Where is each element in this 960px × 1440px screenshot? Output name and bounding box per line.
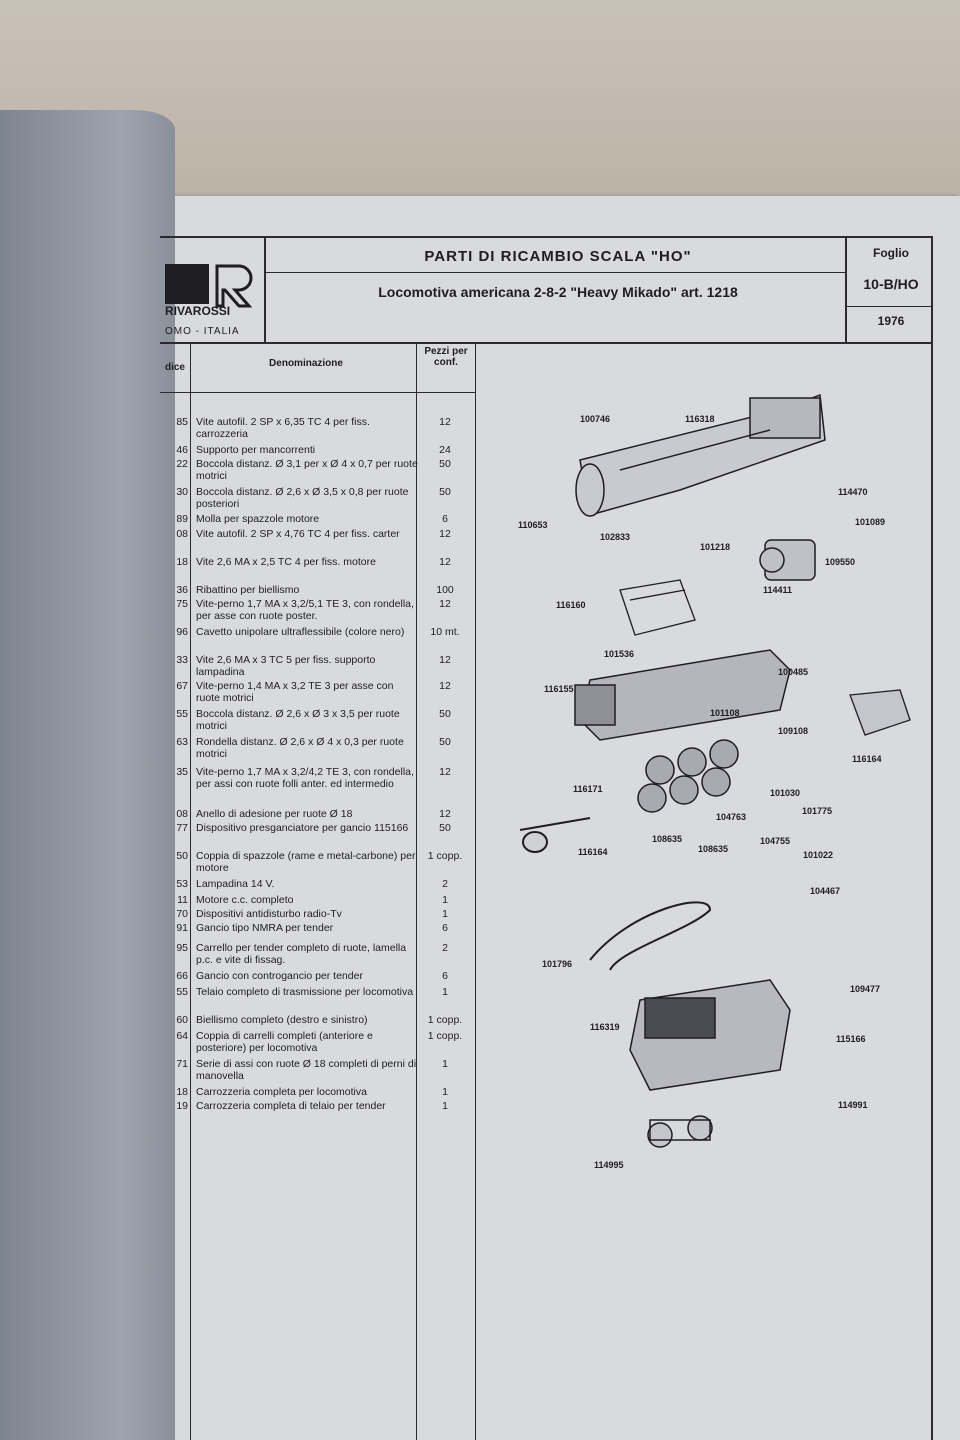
- row-desc: Motore c.c. completo: [196, 894, 294, 906]
- row-desc: Boccola distanz. Ø 2,6 x Ø 3,5 x 0,8 per ruote posteriori: [196, 486, 409, 510]
- row-code: 66: [176, 970, 188, 982]
- row-code: 55: [176, 986, 188, 998]
- row-code: 53: [176, 878, 188, 890]
- row-desc: Vite 2,6 MA x 3 TC 5 per fiss. supporto lampadina: [196, 654, 376, 678]
- row-desc: Telaio completo di trasmissione per locomotiva: [196, 986, 414, 998]
- logo-city: OMO - ITALIA: [165, 326, 240, 337]
- wheelset-drawing: [638, 740, 738, 812]
- part-label: 115166: [836, 1034, 866, 1044]
- row-desc: Carrozzeria completa di telaio per tender: [196, 1100, 386, 1112]
- part-label: 101108: [710, 708, 740, 718]
- sheet-row-line: [845, 306, 931, 307]
- rivarossi-logo: [165, 262, 265, 310]
- row-code: 46: [176, 444, 188, 456]
- col-line-qty: [475, 342, 476, 1440]
- row-qty: 50: [439, 708, 451, 720]
- part-label: 102833: [600, 532, 631, 542]
- row-code: 71: [176, 1058, 188, 1070]
- part-label: 101022: [803, 850, 834, 860]
- row-qty: 1 copp.: [427, 1030, 463, 1042]
- part-label: 116171: [573, 784, 603, 794]
- part-label: 104467: [810, 886, 841, 896]
- part-label: 114995: [594, 1160, 624, 1170]
- row-desc: Gancio tipo NMRA per tender: [196, 922, 334, 934]
- logo-name: RIVAROSSI: [165, 304, 231, 318]
- row-qty: 1: [442, 908, 448, 920]
- row-code: 30: [176, 486, 188, 498]
- row-qty: 50: [439, 822, 451, 834]
- part-label: 104755: [760, 836, 791, 846]
- row-qty: 6: [442, 970, 448, 982]
- row-qty: 1: [442, 1086, 448, 1098]
- chassis-drawing: [575, 650, 790, 740]
- trailing-truck-drawing: [850, 690, 910, 735]
- row-desc: Vite autofil. 2 SP x 4,76 TC 4 per fiss. carter: [196, 528, 400, 540]
- part-label: 114991: [838, 1100, 868, 1110]
- row-qty: 12: [439, 808, 451, 820]
- row-qty: 12: [439, 416, 451, 428]
- row-qty: 2: [442, 878, 448, 890]
- col-line-code: [190, 342, 191, 1440]
- part-label: 108635: [652, 834, 683, 844]
- row-code: 96: [176, 626, 188, 638]
- row-qty: 1 copp.: [427, 1014, 463, 1026]
- header-row-line: [264, 272, 845, 273]
- row-desc: Vite-perno 1,7 MA x 3,2/4,2 TE 3, con rondella, per assi con ruote folli anter. ed intermedio: [196, 766, 414, 790]
- part-label: 110653: [518, 520, 548, 530]
- row-qty: 6: [442, 922, 448, 934]
- row-desc: Dispositivi antidisturbo radio-Tv: [196, 908, 342, 920]
- row-code: 91: [176, 922, 188, 934]
- row-desc: Vite autofil. 2 SP x 6,35 TC 4 per fiss. carrozzeria: [196, 416, 370, 440]
- row-desc: Cavetto unipolare ultraflessibile (colore nero): [196, 626, 405, 638]
- row-qty: 1: [442, 1100, 448, 1112]
- col-header-code: dice: [164, 362, 185, 373]
- part-label: 109477: [850, 984, 881, 994]
- cable-drawing: [590, 902, 710, 970]
- part-label: 116164: [578, 847, 608, 857]
- row-code: 08: [176, 808, 188, 820]
- row-desc: Boccola distanz. Ø 2,6 x Ø 3 x 3,5 per ruote motrici: [196, 708, 400, 732]
- row-desc: Coppia di carrelli completi (anteriore e posteriore) per locomotiva: [196, 1030, 373, 1054]
- row-qty: 12: [439, 680, 451, 692]
- row-desc: Vite 2,6 MA x 2,5 TC 4 per fiss. motore: [196, 556, 376, 568]
- part-label: 101218: [700, 542, 731, 552]
- part-label: 101775: [802, 806, 833, 816]
- row-qty: 12: [439, 598, 451, 610]
- page-title: PARTI DI RICAMBIO SCALA "HO": [424, 248, 692, 265]
- row-qty: 12: [439, 556, 451, 568]
- page-subtitle: Locomotiva americana 2-8-2 "Heavy Mikado" art. 1218: [378, 284, 738, 300]
- row-desc: Vite-perno 1,7 MA x 3,2/5,1 TE 3, con rondella, per asse con ruote poster.: [196, 598, 414, 622]
- row-code: 19: [176, 1100, 188, 1112]
- row-qty: 12: [439, 528, 451, 540]
- row-code: 50: [176, 850, 188, 862]
- sheet-number: 10-B/HO: [863, 276, 919, 292]
- part-label: 116155: [544, 684, 574, 694]
- row-desc: Coppia di spazzole (rame e metal-carbone) per motore: [196, 850, 416, 874]
- row-qty: 24: [439, 444, 451, 456]
- row-qty: 10 mt.: [430, 626, 460, 638]
- row-desc: Serie di assi con ruote Ø 18 completi di perni di manovella: [196, 1058, 417, 1082]
- row-qty: 1: [442, 1058, 448, 1070]
- row-code: 55: [176, 708, 188, 720]
- row-desc: Vite-perno 1,4 MA x 3,2 TE 3 per asse con ruote motrici: [196, 680, 394, 704]
- col-header-qty: Pezzi per conf.: [424, 346, 468, 368]
- tender-drawing: [630, 980, 790, 1090]
- col-header-name: Denominazione: [269, 358, 343, 369]
- tender-truck-drawing: [648, 1116, 712, 1147]
- part-label: 116319: [590, 1022, 620, 1032]
- row-qty: 12: [439, 766, 451, 778]
- row-code: 18: [176, 1086, 188, 1098]
- row-qty: 12: [439, 654, 451, 666]
- part-label: 101796: [542, 959, 573, 969]
- part-label: 104763: [716, 812, 747, 822]
- part-label: 109108: [778, 726, 809, 736]
- row-qty: 100: [436, 584, 454, 596]
- row-code: 63: [176, 736, 188, 748]
- part-label: 100746: [580, 414, 611, 424]
- row-desc: Dispositivo presganciatore per gancio 115166: [196, 822, 409, 834]
- row-qty: 2: [442, 942, 448, 954]
- row-code: 67: [176, 680, 188, 692]
- row-code: 70: [176, 908, 188, 920]
- part-label: 101089: [855, 517, 886, 527]
- row-code: 22: [176, 458, 188, 470]
- row-desc: Biellismo completo (destro e sinistro): [196, 1014, 368, 1026]
- row-code: 77: [176, 822, 188, 834]
- part-label: 101536: [604, 649, 635, 659]
- row-qty: 1: [442, 986, 448, 998]
- row-code: 89: [176, 513, 188, 525]
- row-desc: Boccola distanz. Ø 3,1 per x Ø 4 x 0,7 per ruote motrici: [196, 458, 418, 482]
- frame-top: [160, 236, 933, 238]
- row-qty: 50: [439, 736, 451, 748]
- row-code: 85: [176, 416, 188, 428]
- row-desc: Carrello per tender completo di ruote, lamella p.c. e vite di fissag.: [196, 942, 407, 966]
- row-desc: Gancio con controgancio per tender: [196, 970, 363, 982]
- part-label: 116318: [685, 414, 715, 424]
- row-desc: Supporto per mancorrenti: [196, 444, 316, 456]
- column-header-line: [160, 392, 476, 393]
- header-bottom-line: [160, 342, 933, 344]
- row-code: 60: [176, 1014, 188, 1026]
- part-label: 109550: [825, 557, 856, 567]
- row-qty: 1 copp.: [427, 850, 463, 862]
- row-code: 18: [176, 556, 188, 568]
- row-code: 64: [176, 1030, 188, 1042]
- part-label: 100485: [778, 667, 809, 677]
- foglio-label: Foglio: [873, 246, 909, 260]
- row-qty: 1: [442, 894, 448, 906]
- row-code: 33: [176, 654, 188, 666]
- row-qty: 50: [439, 486, 451, 498]
- row-desc: Lampadina 14 V.: [196, 878, 275, 890]
- part-label: 114470: [838, 487, 868, 497]
- facing-page: [0, 110, 175, 1440]
- part-label: 101030: [770, 788, 801, 798]
- part-label: 108635: [698, 844, 729, 854]
- year: 1976: [877, 314, 905, 328]
- row-qty: 6: [442, 513, 448, 525]
- exploded-drawing: [480, 350, 940, 1210]
- row-code: 95: [176, 942, 188, 954]
- part-label: 116160: [556, 600, 586, 610]
- motor-drawing: [760, 540, 815, 580]
- row-code: 08: [176, 528, 188, 540]
- row-code: 35: [176, 766, 188, 778]
- row-qty: 50: [439, 458, 451, 470]
- row-code: 75: [176, 598, 188, 610]
- row-desc: Carrozzeria completa per locomotiva: [196, 1086, 367, 1098]
- row-desc: Anello di adesione per ruote Ø 18: [196, 808, 353, 820]
- part-label: 116164: [852, 754, 882, 764]
- row-code: 11: [177, 894, 188, 906]
- part-label: 114411: [763, 585, 793, 595]
- row-desc: Ribattino per biellismo: [196, 584, 300, 596]
- row-desc: Rondella distanz. Ø 2,6 x Ø 4 x 0,3 per ruote motrici: [196, 736, 404, 760]
- row-code: 36: [176, 584, 188, 596]
- truck-frame-drawing: [620, 580, 695, 635]
- row-desc: Molla per spazzole motore: [196, 513, 320, 525]
